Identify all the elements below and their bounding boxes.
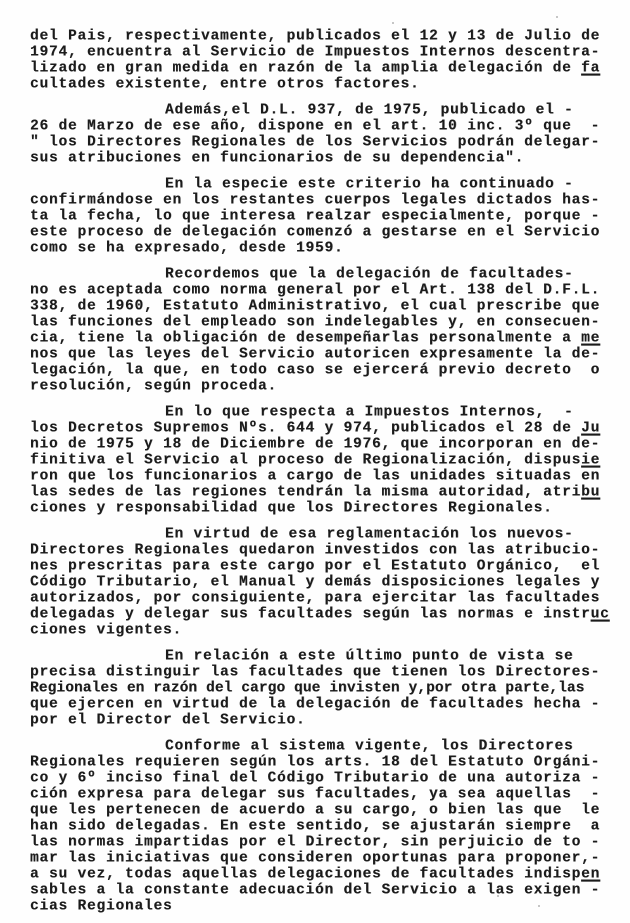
text-line: finitiva el Servicio al proceso de Regionalización, dispusie (30, 452, 601, 469)
paragraph (30, 648, 622, 728)
text-line: cias Regionales (30, 898, 173, 915)
text-line: precisa distinguir las facultades que tienen los Directores- (30, 664, 601, 681)
text-line: " los Directores Regionales de los Servicios podrán delegar- (30, 134, 601, 151)
text-line: En la especie este criterio ha continuado - (165, 176, 574, 193)
scan-speck (556, 16, 558, 18)
text-line: del Pais, respectivamente, publicados el 12 y 13 de Julio de (30, 28, 601, 45)
text-line: los Decretos Supremos Nºs. 644 y 974, publicados el 28 de Ju (30, 420, 601, 437)
text-line: ción expresa para delegar sus facultades, ya sea aquellas - (30, 786, 601, 803)
paragraph (30, 526, 622, 638)
text-line: autorizados, por consiguiente, para ejercitar las facultades (30, 590, 601, 607)
paragraph (30, 738, 622, 914)
text-line: Además,el D.L. 937, de 1975, publicado el - (165, 102, 574, 119)
text-line: Código Tributario, el Manual y demás disposiciones legales y (30, 574, 601, 591)
text-line: que les pertenecen de acuerdo a su cargo, o bien las que le (30, 802, 601, 819)
text-line: resolución, según proceda. (30, 378, 278, 395)
text-line: Conforme al sistema vigente, los Directores (165, 738, 574, 755)
underlined-syllable: fa (581, 60, 601, 77)
text-line: por el Director del Servicio. (30, 712, 306, 729)
text-line: que ejercen en virtud de la delegación de facultades hecha - (30, 696, 601, 713)
scan-speck (538, 905, 540, 907)
text-line: sables a la constante adecuación del Servicio a las exigen - (30, 882, 601, 899)
text-line: legación, la que, en todo caso se ejercerá previo decreto o (30, 362, 601, 379)
paragraph (30, 266, 622, 394)
document-body (30, 28, 622, 923)
underlined-syllable: en (581, 866, 601, 883)
text-line: sus atribuciones en funcionarios de su dependencia". (30, 150, 525, 167)
text-line: ciones vigentes. (30, 622, 183, 639)
text-line: ron que los funcionarios a cargo de las unidades situadas en (30, 468, 601, 485)
text-line: Regionales en razón del cargo que invisten y,por otra parte,las (30, 680, 585, 697)
scan-speck (497, 895, 499, 897)
scan-speck (392, 22, 394, 24)
text-line: Directores Regionales quedaron investidos con las atribucio- (30, 542, 601, 559)
paragraph (30, 28, 622, 92)
text-line: han sido delegadas. En este sentido, se ajustarán siempre a (30, 818, 601, 835)
text-line: 1974, encuentra al Servicio de Impuestos Internos descentra- (30, 44, 601, 61)
text-line: nio de 1975 y 18 de Diciembre de 1976, que incorporan en de- (30, 436, 601, 453)
paragraph (30, 176, 622, 256)
text-line: cia, tiene la obligación de desempeñarlas personalmente a me (30, 330, 601, 347)
text-line: co y 6º inciso final del Código Tributario de una autoriza - (30, 770, 601, 787)
text-line: las funciones del empleado son indelegables y, en consecuen- (30, 314, 601, 331)
text-line: En lo que respecta a Impuestos Internos, - (165, 404, 574, 421)
text-line: las normas impartidas por el Director, sin perjuicio de to - (30, 834, 601, 851)
underlined-syllable: bu (581, 484, 601, 501)
text-line: confirmándose en los restantes cuerpos legales dictados has- (30, 192, 601, 209)
text-line: ta la fecha, lo que interesa realzar especialmente, porque - (30, 208, 601, 225)
text-line: a su vez, todas aquellas delegaciones de facultades indispen (30, 866, 601, 883)
text-line: este proceso de delegación comenzó a gestarse en el Servicio (30, 224, 601, 241)
text-line: 338, de 1960, Estatuto Administrativo, el cual prescribe que (30, 298, 601, 315)
text-line: cultades existente, entre otros factores. (30, 76, 420, 93)
text-line: lizado en gran medida en razón de la amplia delegación de fa (30, 60, 601, 77)
text-line: como se ha expresado, desde 1959. (30, 240, 344, 257)
text-line: nes prescritas para este cargo por el Estatuto Orgánico, el (30, 558, 601, 575)
text-line: En relación a este último punto de vista se (165, 648, 574, 665)
text-line: delegadas y delegar sus facultades según las normas e instruc (30, 606, 610, 623)
text-line: mar las iniciativas que consideren oportunas para proponer,- (30, 850, 601, 867)
text-line: Regionales requieren según los arts. 18 del Estatuto Orgáni- (30, 754, 601, 771)
underlined-syllable: ie (581, 452, 601, 469)
paragraph (30, 102, 622, 166)
text-line: ciones y responsabilidad que los Directores Regionales. (30, 500, 553, 517)
text-line: las sedes de las regiones tendrán la misma autoridad, atribu (30, 484, 601, 501)
text-line: En virtud de esa reglamentación los nuevos- (165, 526, 574, 543)
underlined-syllable: uc (590, 606, 610, 623)
paragraph (30, 404, 622, 516)
text-line: Recordemos que la delegación de facultades- (165, 266, 574, 283)
underlined-syllable: Ju (581, 420, 601, 437)
text-line: nos que las leyes del Servicio autoricen expresamente la de- (30, 346, 601, 363)
text-line: 26 de Marzo de ese año, dispone en el art. 10 inc. 3º que - (30, 118, 601, 135)
underlined-syllable: me (581, 330, 601, 347)
text-line: no es aceptada como norma general por el Art. 138 del D.F.L. (30, 282, 601, 299)
